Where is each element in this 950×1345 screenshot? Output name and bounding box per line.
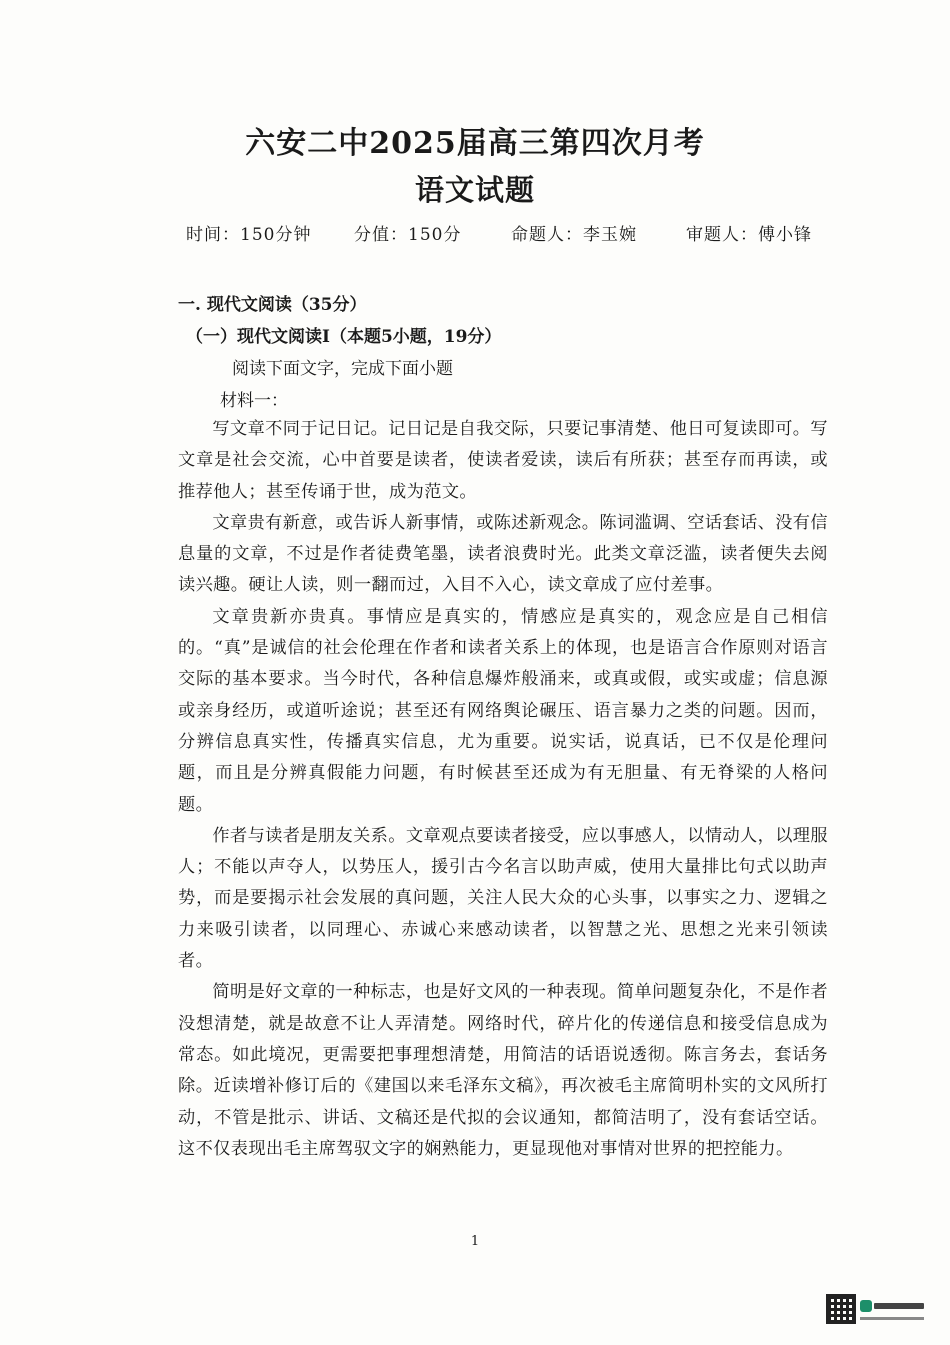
qr-code-icon [826, 1294, 856, 1324]
exam-time: 时间：150分钟 [186, 225, 312, 245]
section-subheading: （一）现代文阅读Ⅰ（本题5小题，19分） [186, 327, 502, 347]
material-label: 材料一： [220, 391, 288, 411]
passage-paragraph: 文章贵有新意，或告诉人新事情，或陈述新观念。陈词滥调、空话套话、没有信息量的文章，不过是作者徒费笔墨，读者浪费时光。此类文章泛滥，读者便失去阅读兴趣。硬让人读，则一翻而过，入目不入心，读文章成了应付差事。 [178, 512, 828, 596]
reading-instruction: 阅读下面文字，完成下面小题 [232, 359, 453, 379]
passage-paragraph: 简明是好文章的一种标志，也是好文风的一种表现。简单问题复杂化，不是作者没想清楚，就是故意不让人弄清楚。网络时代，碎片化的传递信息和接受信息成为常态。如此境况，更需要把事理想清楚，用简洁的话语说透彻。陈言务去，套话务除。近读增补修订后的《建国以来毛泽东文稿》，再次被毛主席简明朴实的文风所打动，不管是批示、讲话、文稿还是代拟的会议通知，都简洁明了，没有套话空话。这不仅表现出毛主席驾驭文字的娴熟能力，更显现他对事情对世界的把控能力。 [178, 982, 828, 1159]
scanner-watermark [826, 1290, 930, 1328]
scanner-logo [860, 1296, 928, 1322]
exam-reviewer: 审题人：傅小锋 [686, 225, 812, 245]
logo-badge-icon [860, 1300, 872, 1312]
exam-score: 分值：150分 [354, 225, 462, 245]
page-number: 1 [470, 1234, 480, 1249]
exam-subtitle: 语文试题 [414, 173, 535, 207]
passage-paragraph: 文章贵新亦贵真。事情应是真实的，情感应是真实的，观念应是自己相信的。“真”是诚信的社会伦理在作者和读者关系上的体现，也是语言合作原则对语言交际的基本要求。当今时代，各种信息爆炸般涌来，或真或假，或实或虚；信息源或亲身经历，或道听途说；甚至还有网络舆论碾压、语言暴力之类的问题。因而，分辨信息真实性，传播真实信息，尤为重要。说实话，说真话，已不仅是伦理问题，而且是分辨真假能力问题，有时候甚至还成为有无胆量、有无脊梁的人格问题。 [178, 606, 828, 815]
passage-paragraph: 作者与读者是朋友关系。文章观点要读者接受，应以事感人，以情动人，以理服人；不能以声夺人，以势压人，援引古今名言以助声威，使用大量排比句式以助声势，而是要揭示社会发展的真问题，关注人民大众的心头事，以事实之力、逻辑之力来吸引读者，以同理心、赤诚心来感动读者，以智慧之光、思想之光来引领读者。 [178, 825, 828, 972]
section-heading: 一. 现代文阅读（35分） [178, 295, 367, 315]
passage-paragraph: 写文章不同于记日记。记日记是自我交际，只要记事清楚、他日可复读即可。写文章是社会交流，心中首要是读者，使读者爱读，读后有所获；甚至存而再读，或推荐他人；甚至传诵于世，成为范文。 [178, 419, 828, 502]
passage [178, 414, 828, 1165]
exam-setter: 命题人：李玉婉 [511, 225, 637, 245]
exam-title: 六安二中2025届高三第四次月考 [245, 126, 705, 161]
